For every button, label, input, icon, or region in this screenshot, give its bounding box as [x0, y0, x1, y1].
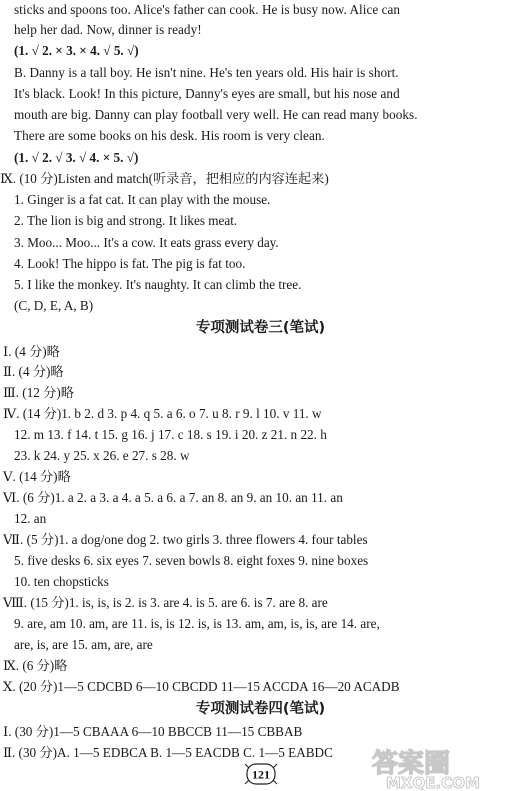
test4-s1: Ⅰ. (30 分)1—5 CBAAA 6—10 BBCCB 11—15 CBBAB	[3, 724, 303, 739]
reading-b-line-2: It's black. Look! In this picture, Danny's eyes are small, but his nose and	[14, 86, 400, 101]
test3-s4-line-3: 23. k 24. y 25. x 26. e 27. s 28. w	[14, 448, 190, 463]
section-ix-title: Ⅸ. (10 分)Listen and match(听录音，把相应的内容连起来)	[0, 171, 329, 186]
test3-s4-line-1: Ⅳ. (14 分)1. b 2. d 3. p 4. q 5. a 6. o 7. u 8. r 9. l 10. v 11. w	[3, 406, 322, 421]
page-number: 121	[252, 767, 270, 782]
test3-s8-line-3: are, is, are 15. am, are, are	[14, 637, 153, 652]
reading-b-line-3: mouth are big. Danny can play football very well. He can read many books.	[14, 107, 418, 122]
test3-s7-line-2: 5. five desks 6. six eyes 7. seven bowls 8. eight foxes 9. nine boxes	[14, 553, 369, 568]
watermark-logo	[368, 742, 518, 790]
test3-s9: Ⅸ. (6 分)略	[3, 658, 68, 673]
test3-s8-line-1: Ⅷ. (15 分)1. is, is, is 2. is 3. are 4. is 5. are 6. is 7. are 8. are	[3, 595, 328, 610]
reading-b-line-4: There are some books on his desk. His room is very clean.	[14, 128, 325, 143]
test3-s4-line-2: 12. m 13. f 14. t 15. g 16. j 17. c 18. s 19. i 20. z 21. n 22. h	[14, 427, 327, 442]
svg-text:MXQE.COM: MXQE.COM	[386, 774, 480, 790]
test4-s2: Ⅱ. (30 分)A. 1—5 EDBCA B. 1—5 EACDB C. 1—5 EABDC	[3, 745, 333, 760]
section-ix-item-2: 2. The lion is big and strong. It likes meat.	[14, 213, 238, 228]
reading-a-line-1: sticks and spoons too. Alice's father can cook. He is busy now. Alice can	[14, 2, 401, 17]
test3-s8-line-2: 9. are, am 10. am, are 11. is, is 12. is, is 13. am, am, is, is, are 14. are,	[14, 616, 380, 631]
section-ix-item-4: 4. Look! The hippo is fat. The pig is fat too.	[14, 256, 246, 271]
reading-b-line-1: B. Danny is a tall boy. He isn't nine. He's ten years old. His hair is short.	[14, 65, 399, 80]
reading-a-answers: (1. √ 2. × 3. × 4. √ 5. √)	[14, 43, 139, 58]
test3-s5: Ⅴ. (14 分)略	[3, 469, 71, 484]
test4-heading: 专项测试卷四(笔试)	[195, 701, 326, 717]
page-number-badge	[244, 762, 278, 786]
section-ix-item-1: 1. Ginger is a fat cat. It can play with the mouse.	[14, 192, 271, 207]
page-number-frame-icon	[244, 762, 278, 786]
test3-s2: Ⅱ. (4 分)略	[3, 364, 64, 379]
section-ix-answer: (C, D, E, A, B)	[14, 298, 94, 313]
test3-s6-line-2: 12. an	[14, 511, 47, 526]
reading-a-line-2: help her dad. Now, dinner is ready!	[14, 22, 202, 37]
watermark-icon	[368, 742, 518, 790]
test3-s6-line-1: Ⅵ. (6 分)1. a 2. a 3. a 4. a 5. a 6. a 7. an 8. an 9. an 10. an 11. an	[3, 490, 343, 505]
test3-s7-line-1: Ⅶ. (5 分)1. a dog/one dog 2. two girls 3. three flowers 4. four tables	[3, 532, 368, 547]
section-ix-item-3: 3. Moo... Moo... It's a cow. It eats grass every day.	[14, 235, 279, 250]
test3-s3: Ⅲ. (12 分)略	[3, 385, 74, 400]
section-ix-item-5: 5. I like the monkey. It's naughty. It can climb the tree.	[14, 277, 302, 292]
test3-s10: Ⅹ. (20 分)1—5 CDCBD 6—10 CBCDD 11—15 ACCDA 16—20 ACADB	[3, 679, 400, 694]
test3-heading: 专项测试卷三(笔试)	[195, 320, 326, 336]
svg-text:答案圈: 答案圈	[372, 749, 451, 779]
test3-s7-line-3: 10. ten chopsticks	[14, 574, 109, 589]
reading-b-answers: (1. √ 2. √ 3. √ 4. × 5. √)	[14, 150, 139, 165]
test3-s1: Ⅰ. (4 分)略	[3, 344, 60, 359]
